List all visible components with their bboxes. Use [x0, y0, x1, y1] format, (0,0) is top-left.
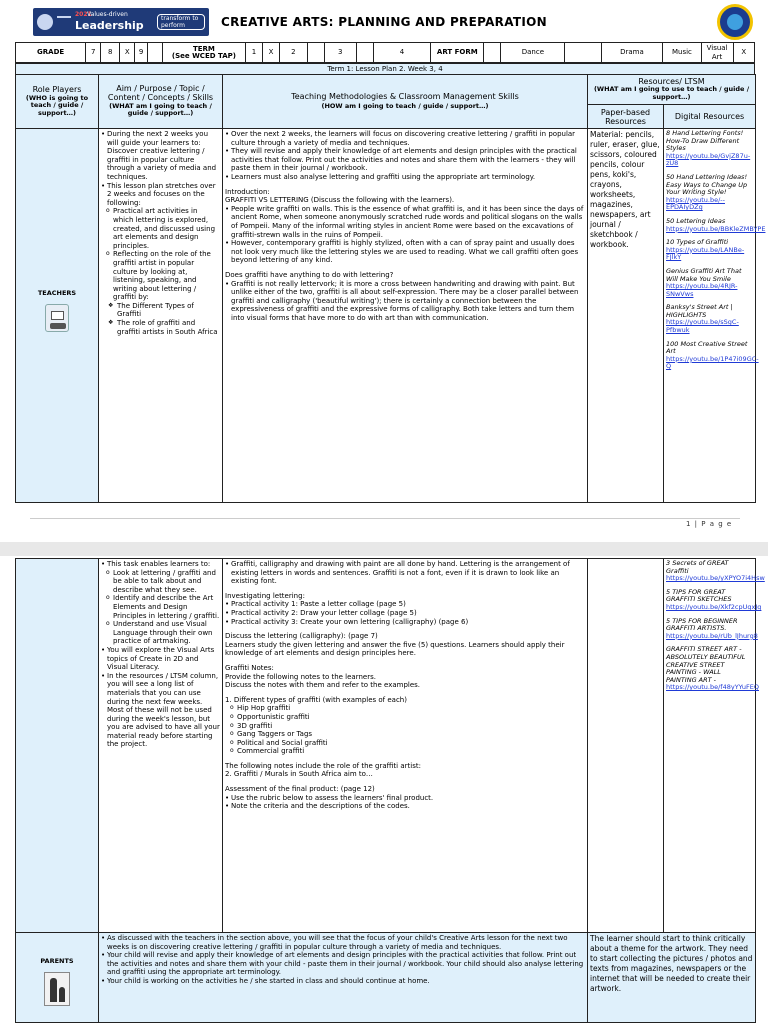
term-line: Term 1: Lesson Plan 2. Week 3, 4: [16, 64, 755, 76]
logo-leadership: Leadership: [75, 19, 144, 32]
list-item: • Learners must also analyse lettering and graffiti using the appropriate art terminology.: [225, 173, 585, 182]
grade-7: 7: [86, 43, 101, 63]
list-item: GRAFFITI VS LETTERING (Discuss the following with the learners).: [225, 196, 455, 205]
parents-resources: The learner should start to think critically about a theme for the artwork. They need to start collecting the pictures / photos and texts from magazines, newspapers or the internet that will be needed to create their artwork.: [588, 933, 756, 1023]
visual-art-mark: X: [733, 43, 754, 63]
list-item: Assessment of the final product: (page 12): [225, 785, 375, 794]
logo-transform: transform to perform: [157, 14, 205, 30]
list-item: o Gang Taggers or Tags: [225, 730, 585, 739]
parents-label: PARENTS: [40, 957, 74, 965]
list-item: Investigating lettering:: [225, 591, 305, 600]
visual-art-label: Visual Art: [701, 43, 733, 63]
list-item: • Graffiti is not really lettervork; it is more a cross between handwriting and drawing with paint. But unlike either of the two, graffiti is all about self-expression. There may be a closer parallel between graffiti and calligraphy ('beautiful writing'); there is certainly a connection between the expressiveness of graffiti and the expressive forms of calligraphy. Both take letters and turn them into visual forms that have more to do with art than with communication.: [225, 280, 585, 323]
list-item: Discuss the notes with them and refer to the examples.: [225, 681, 421, 690]
list-item: 2. Graffiti / Murals in South Africa aim to…: [225, 770, 373, 779]
resource-link[interactable]: https://youtu.be/rUb_lJhurg8: [666, 631, 758, 640]
resource-title: Genius Graffiti Art That Will Make You Smile: [666, 266, 742, 283]
list-item: o 3D graffiti: [225, 722, 585, 731]
grade-8-mark: X: [120, 43, 135, 63]
list-item: • Over the next 2 weeks, the learners will focus on discovering creative lettering / graffiti in popular culture through a variety of media and techniques.: [225, 130, 585, 147]
parents-item: • As discussed with the teachers in the section above, you will see that the focus of your child's Creative Arts lesson for the next two weeks is on discovering creative lettering / graffiti in popular culture through a variety of media and techniques.: [101, 934, 585, 951]
teachers-cell: [16, 129, 99, 503]
resource-title: Banksy's Street Art | HIGHLIGHTS: [666, 303, 733, 319]
grade-9: 9: [135, 43, 148, 63]
resource-link[interactable]: https://youtu.be/Xkf2cpUgxJg: [666, 602, 762, 611]
grade-term-table: [15, 42, 755, 63]
digital-resource: [666, 174, 753, 212]
parents-cell: [16, 933, 99, 1023]
digital-resource: [666, 645, 759, 692]
list-item: Does graffiti have anything to do with lettering?: [225, 270, 394, 279]
list-item: o Hip Hop graffiti: [225, 704, 585, 713]
list-item: o Opportunistic graffiti: [225, 713, 585, 722]
resource-link[interactable]: https://youtu.be/sSgC-Pfbwuk: [666, 318, 739, 335]
digital-resource: [666, 216, 766, 233]
list-item: Provide the following notes to the learners.: [225, 672, 376, 681]
list-item: • This lesson plan stretches over 2 weeks and focuses on the following:: [101, 182, 220, 208]
page-2: [0, 556, 768, 1024]
list-item: • Use the rubric below to assess the learners' final product.: [225, 794, 585, 803]
list-item: o Identify and describe the Art Elements and Design Principles in lettering / graffiti.: [101, 594, 220, 620]
lesson-plan-table-continued: [15, 558, 765, 1023]
page-number: 1 | P a g e: [686, 520, 733, 528]
digital-resource: [666, 587, 762, 612]
teachers-aim: [99, 129, 223, 503]
drama-label: Drama: [601, 43, 663, 63]
digital-resource: [666, 304, 753, 334]
list-item: • They will revise and apply their knowledge of art elements and design principles with the practical activities that follow. Print out the activities and notes and share them with the learners - they will paste them in their journal / workbook.: [225, 147, 585, 173]
term-1: 1: [245, 43, 262, 63]
list-item: • Practical activity 3: Create your own lettering (calligraphy) (page 6): [225, 618, 585, 627]
page-title: CREATIVE ARTS: PLANNING AND PREPARATION: [221, 15, 547, 29]
art-form-label: ART FORM: [431, 43, 484, 63]
list-item: o Political and Social graffiti: [225, 739, 585, 748]
list-item: • People write graffiti on walls. This is the essence of what graffiti is, and it has been since the days of ancient Rome, when someone anonymously scratched rude words and political slogans on the walls of Pompeii. Many of the informal writing styles in ancient Rome were based on the excavations of graffiti-strewn walls in the ruins of Pompeii.: [225, 205, 585, 239]
term-2: 2: [280, 43, 308, 63]
parents-item: • Your child will revise and apply their knowledge of art elements and design principles with the practical activities that follow. Print out the activities and notes and share them with your child - paste them in their journal / workbook. Your child should also analyse lettering and graffiti using the appropriate art terminology.: [101, 951, 585, 977]
term-label: TERM (See WCED TAP): [162, 43, 245, 63]
list-item: • Graffiti, calligraphy and drawing with paint are all done by hand. Lettering is the arrangement of existing letters in words and sentences. Graffiti is not a font, even if it is drawn to look like an existing font.: [225, 560, 585, 586]
list-item: o Practical art activities in which lettering is explored, created, and discussed using art elements and design principles.: [101, 207, 220, 250]
resource-title: 3 Secrets of GREAT Graffiti: [666, 559, 729, 575]
resource-link[interactable]: https://youtu.be/4RJR-SNwVws: [666, 282, 738, 298]
digital-resource: [666, 339, 759, 371]
resource-link[interactable]: https://youtu.be/LANBe-FJlkY: [666, 245, 745, 262]
list-item: • Note the criteria and the descriptions of the codes.: [225, 802, 585, 811]
resource-title: 5 TIPS FOR BEGINNER GRAFFITI ARTISTS.: [666, 616, 738, 633]
resource-link[interactable]: https://youtu.be/yXPYO7i4Hsw: [666, 574, 765, 583]
resource-title: GRAFFITI STREET ART - ABSOLUTELY BEAUTIFUL CREATIVE STREET PAINTING - WALL PAINTING ART -: [666, 645, 746, 684]
resource-link[interactable]: https://youtu.be/1P47i09GC-Q: [666, 354, 759, 371]
resource-title: 8 Hand Lettering Fonts! How-To Draw Different Styles: [666, 129, 744, 153]
list-item: • Practical activity 2: Draw your letter collage (page 5): [225, 609, 585, 618]
p2-method: [223, 559, 588, 933]
list-item: The following notes include the role of the graffiti artist:: [225, 761, 421, 770]
list-item: Introduction:: [225, 187, 270, 196]
list-item: Learners study the given lettering and answer the five (5) questions. Learners should apply their knowledge of art elements and design principles here.: [225, 640, 565, 658]
resource-title: 10 Types of Graffiti: [666, 238, 729, 247]
resource-title: 50 Hand Lettering Ideas! Easy Ways to Change Up Your Writing Style!: [666, 172, 748, 197]
logo-tagline: Values-driven: [87, 11, 128, 18]
teachers-digital: [664, 129, 766, 503]
resource-link[interactable]: https://youtu.be/--EPDAIyDZg: [666, 195, 725, 212]
list-item: • Practical activity 1: Paste a letter collage (page 5): [225, 600, 585, 609]
list-item: ❖ The Different Types of Graffiti: [101, 302, 220, 319]
list-item: • You will explore the Visual Arts topics of Create in 2D and Visual Literacy.: [101, 646, 220, 672]
dance-label: Dance: [501, 43, 565, 63]
list-item: o Commercial graffiti: [225, 747, 585, 756]
digital-header: Digital Resources: [664, 105, 756, 129]
teachers-label: TEACHERS: [37, 289, 77, 297]
resource-link[interactable]: https://youtu.be/BBKleZMBYPE: [666, 224, 766, 233]
digital-resource: [666, 559, 765, 583]
term-4: 4: [373, 43, 431, 63]
digital-resource: [666, 239, 753, 262]
list-item: 1. Different types of graffiti (with examples of each): [225, 695, 407, 704]
list-item: • However, contemporary graffiti is highly stylized, often with a can of spray paint and usually does not look very much like the lettering styles we are used to reading. What we call graffiti often goes beyond lettering of any kind.: [225, 239, 585, 265]
music-label: Music: [663, 43, 701, 63]
teacher-icon: [45, 304, 69, 332]
digital-resource: [666, 268, 753, 298]
teachers-method: [223, 129, 588, 503]
list-item: Discuss the lettering (calligraphy): (page 7): [225, 632, 378, 641]
parents-item: • Your child is working on the activities he / she started in class and should continue at home.: [101, 977, 585, 986]
lesson-plan-table: [15, 74, 766, 503]
list-item: • During the next 2 weeks you will guide your learners to: Discover creative lettering / graffiti in popular culture through a variety of media and techniques.: [101, 130, 220, 182]
list-item: • This task enables learners to:: [101, 560, 220, 569]
resource-link[interactable]: https://youtu.be/f48yYYuFEQ: [666, 683, 759, 692]
p2-aim: [99, 559, 223, 933]
digital-resource: [666, 130, 753, 168]
page-separator: [0, 542, 768, 556]
term-1-mark: X: [262, 43, 279, 63]
parents-text: [99, 933, 588, 1023]
resource-title: 5 TIPS FOR GREAT GRAFFITI SKETCHES: [666, 587, 732, 604]
roles-header: Role Players (WHO is going to teach / guide / support…): [16, 75, 99, 129]
grade-8: 8: [101, 43, 120, 63]
grade-label: GRADE: [16, 43, 86, 63]
resource-title: 50 Lettering Ideas: [666, 216, 726, 225]
term-3: 3: [324, 43, 356, 63]
list-item: o Reflecting on the role of the graffiti artist in popular culture by looking at, listening, speaking, and writing about lettering / graffiti by:: [101, 250, 220, 302]
digital-resource: [666, 616, 758, 641]
parent-child-icon: [44, 972, 70, 1006]
paper-header: Paper-based Resources: [588, 105, 664, 129]
method-header: Teaching Methodologies & Classroom Management Skills (HOW am I going to teach / guide / support…): [223, 75, 588, 129]
resources-header: Resources/ LTSM (WHAT am I going to use to teach / guide / support…): [588, 75, 756, 105]
list-item: o Understand and use Visual Language through their own practice of artmaking.: [101, 620, 220, 646]
list-item: o Look at lettering / graffiti and be able to talk about and describe what they see.: [101, 569, 220, 595]
aim-header: Aim / Purpose / Topic / Content / Concepts / Skills (WHAT am I going to teach / guide / support…): [99, 75, 223, 129]
list-item: ❖ The role of graffiti and graffiti artists in South Africa: [101, 319, 220, 336]
quality-badge-icon: [717, 4, 753, 40]
logo-year: 2021: [75, 11, 92, 18]
list-item: Graffiti Notes:: [225, 663, 274, 672]
p2-digital: [664, 559, 765, 933]
resource-title: 100 Most Creative Street Art: [666, 339, 748, 356]
list-item: • In the resources / LTSM column, you will see a long list of materials that you can use during the next few weeks. Most of these will not be used during the week's lesson, but you are advised to have all your material ready before starting the project.: [101, 672, 220, 749]
teachers-paper: Material: pencils, ruler, eraser, glue, scissors, coloured pencils, colour pens, koki's, crayons, worksheets, magazines, newspapers, art journal / sketchbook / workbook.: [588, 129, 664, 503]
resource-link[interactable]: https://youtu.be/GvjZ87u-zU8: [666, 151, 751, 168]
